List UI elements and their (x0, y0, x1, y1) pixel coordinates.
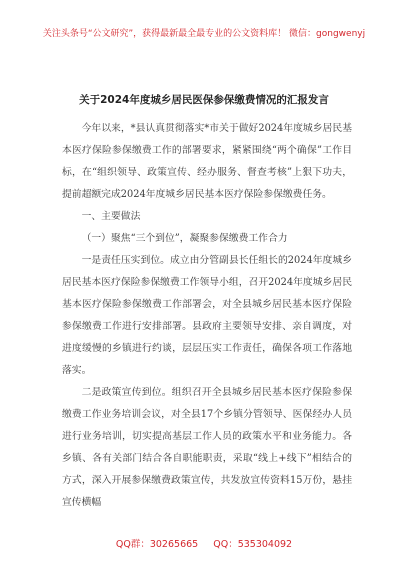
footer-qq-group: QQ群：30265665 (115, 539, 199, 550)
footer-qq-number: QQ：535304092 (213, 539, 293, 550)
section-heading-main-practices: 一、主要做法 (81, 211, 141, 222)
paragraph-intro: 今年以来，*县认真贯彻落实*市关于做好2024年度城乡居民基本医疗保险参保缴费工作的部署要求，紧紧围绕“两个确保”工作目标，在“组织领导、政策宣传、经办服务、督查考核”上狠下功夫，提前超额完成2024年度城乡居民基本医疗保险参保缴费任务。 (62, 123, 352, 200)
footer-contact (0, 536, 408, 550)
document-title: 关于2024年度城乡居民医保参保缴费情况的汇报发言 (79, 94, 329, 106)
paragraph-responsibility: 一是责任压实到位。成立由分管副县长任组长的2024年度城乡居民基本医疗保险参保缴费工作领导小组，召开2024年度城乡居民基本医疗保险参保缴费工作部署会，对全县城乡居民基本医疗保险参保缴费工作进行安排部署。县政府主要领导安排、亲自调度，对进度缓慢的乡镇进行约谈，层层压实工作责任，确保各项工作落地落实。 (62, 255, 352, 376)
subsection-heading-three-in-place: （一）聚焦“三个到位”，凝聚参保缴费工作合力 (81, 233, 288, 244)
document-body (62, 118, 352, 514)
header-banner: 关注头条号“公文研究”，获得最新最全最专业的公文资料库！ 微信：gongwenyj (42, 29, 366, 39)
paragraph-publicity: 二是政策宣传到位。组织召开全县城乡居民基本医疗保险参保缴费工作业务培训会议，对全县17个乡镇分管领导、医保经办人员进行业务培训，切实提高基层工作人员的政策水平和业务能力。各乡镇、各有关部门结合各自职能职责，采取“线上+线下”相结合的方式，深入开展参保缴费政策宣传，共发放宣传资料15万份，悬挂宣传横幅 (62, 387, 352, 508)
